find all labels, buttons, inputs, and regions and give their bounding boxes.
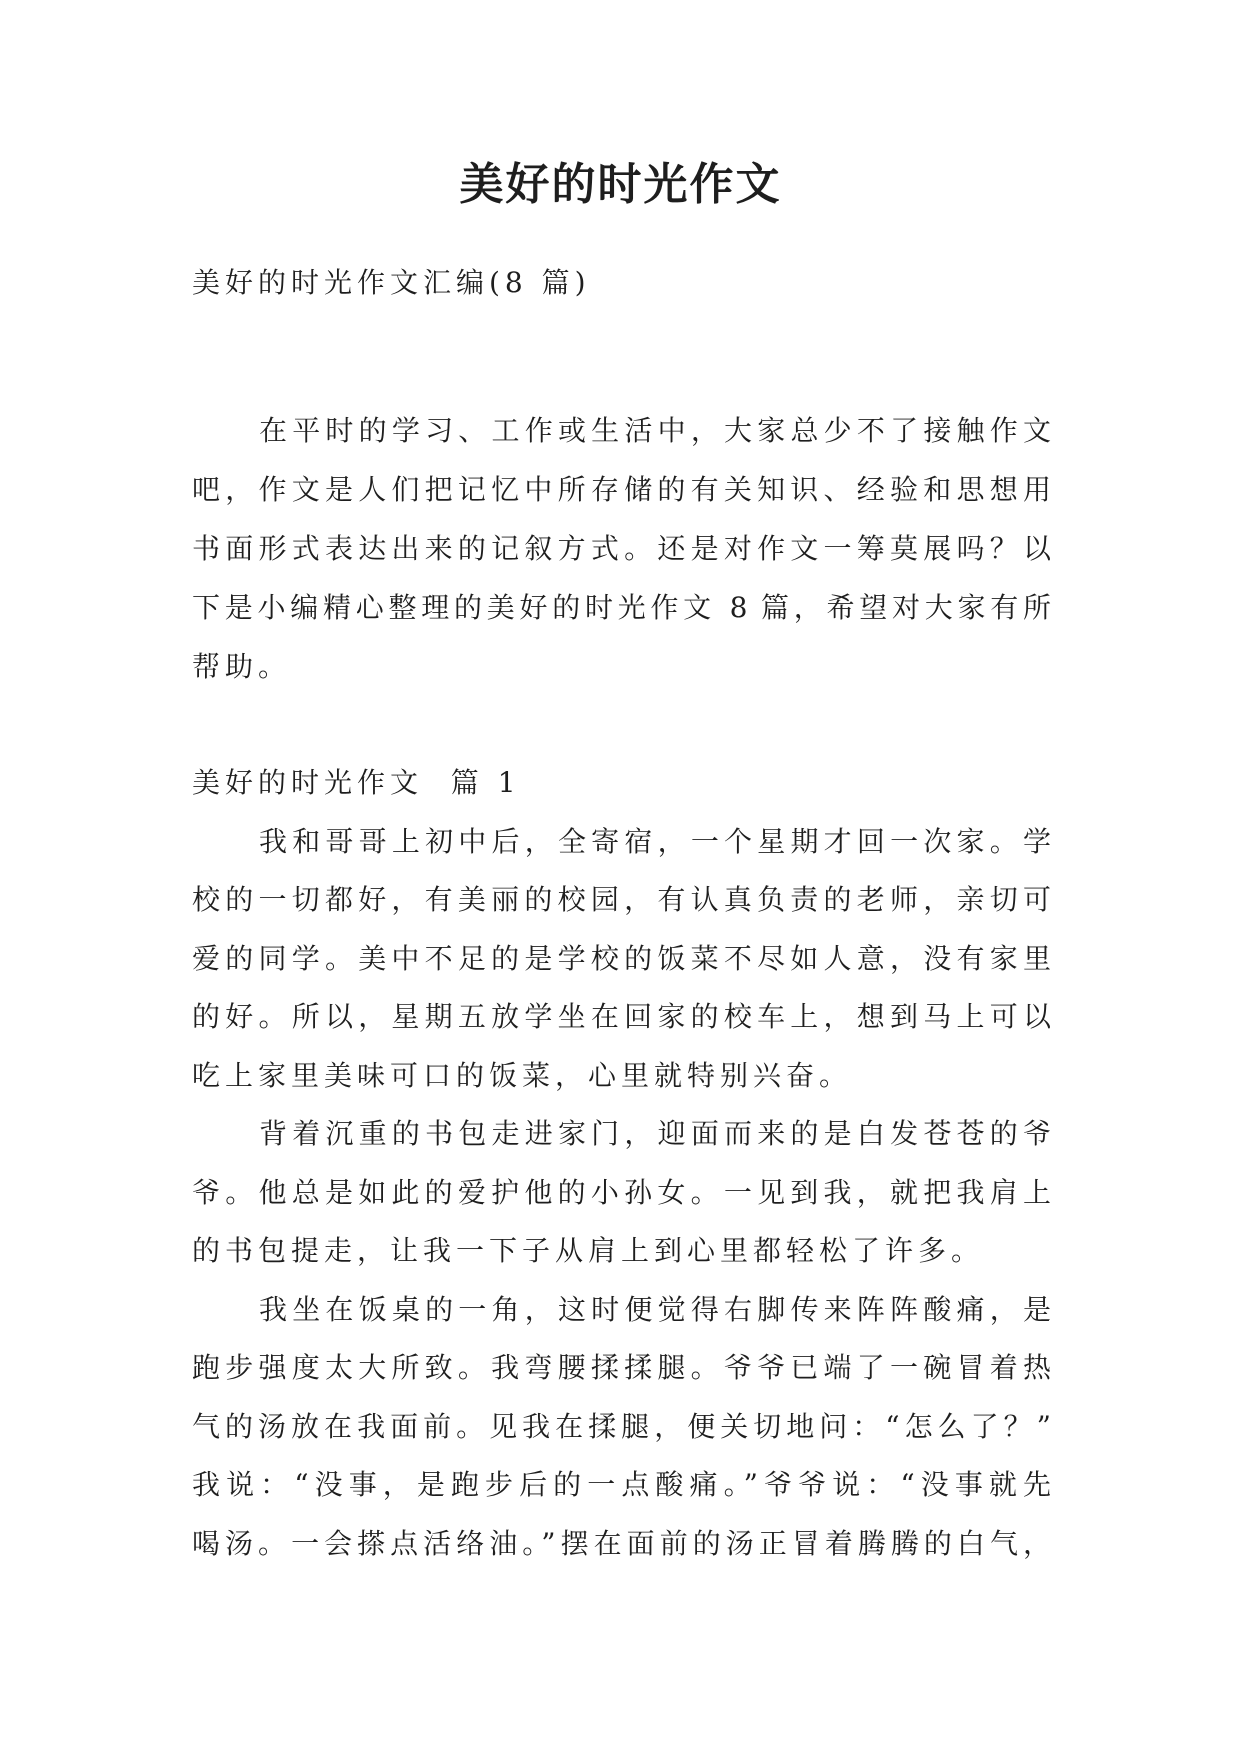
paragraph-line: 的书包提走，让我一下子从肩上到心里都轻松了许多。 [192,1234,985,1267]
paragraph-line: 吧，作文是人们把记忆中所存储的有关知识、经验和思想用 [192,473,1051,506]
paragraph [192,1281,1051,1574]
paragraph [192,1105,1051,1281]
intro-paragraph [192,401,1051,696]
document-subtitle: 美好的时光作文汇编(8 篇) [192,266,591,299]
paragraph-line: 我和哥哥上初中后，全寄宿，一个星期才回一次家。学 [259,824,1051,858]
paragraph-line: 的好。所以，星期五放学坐在回家的校车上，想到马上可以 [192,1000,1051,1033]
section-heading: 美好的时光作文 篇 1 [192,766,521,799]
paragraph-line: 跑步强度太大所致。我弯腰揉揉腿。爷爷已端了一碗冒着热 [192,1351,1051,1384]
paragraph-line: 吃上家里美味可口的饭菜，心里就特别兴奋。 [192,1058,853,1092]
paragraph-line: 背着沉重的书包走进家门，迎面而来的是白发苍苍的爷 [259,1117,1051,1150]
paragraph-line: 下是小编精心整理的美好的时光作文 8 篇，希望对大家有所 [192,591,1051,624]
paragraph-line: 我坐在饭桌的一角，这时便觉得右脚传来阵阵酸痛，是 [259,1292,1051,1326]
paragraph-line: 气的汤放在我面前。见我在揉腿，便关切地问：“怎么了？” [192,1409,1051,1443]
paragraph [192,813,1051,1106]
paragraph-line: 书面形式表达出来的记叙方式。还是对作文一筹莫展吗？以 [192,532,1051,565]
paragraph-line: 喝汤。一会搽点活络油。”摆在面前的汤正冒着腾腾的白气， [192,1526,1051,1560]
paragraph-line: 帮助。 [192,650,292,683]
paragraph-line: 在平时的学习、工作或生活中，大家总少不了接触作文 [259,414,1051,447]
paragraph-line: 爷。他总是如此的爱护他的小孙女。一见到我，就把我肩上 [192,1175,1051,1209]
document-title: 美好的时光作文 [459,159,782,210]
essay-section [192,754,1051,1573]
paragraph-line: 我说：“没事，是跑步后的一点酸痛。”爷爷说：“没事就先 [192,1468,1051,1501]
paragraph-line: 校的一切都好，有美丽的校园，有认真负责的老师，亲切可 [192,883,1051,916]
paragraph-line: 爱的同学。美中不足的是学校的饭菜不尽如人意，没有家里 [192,941,1051,975]
